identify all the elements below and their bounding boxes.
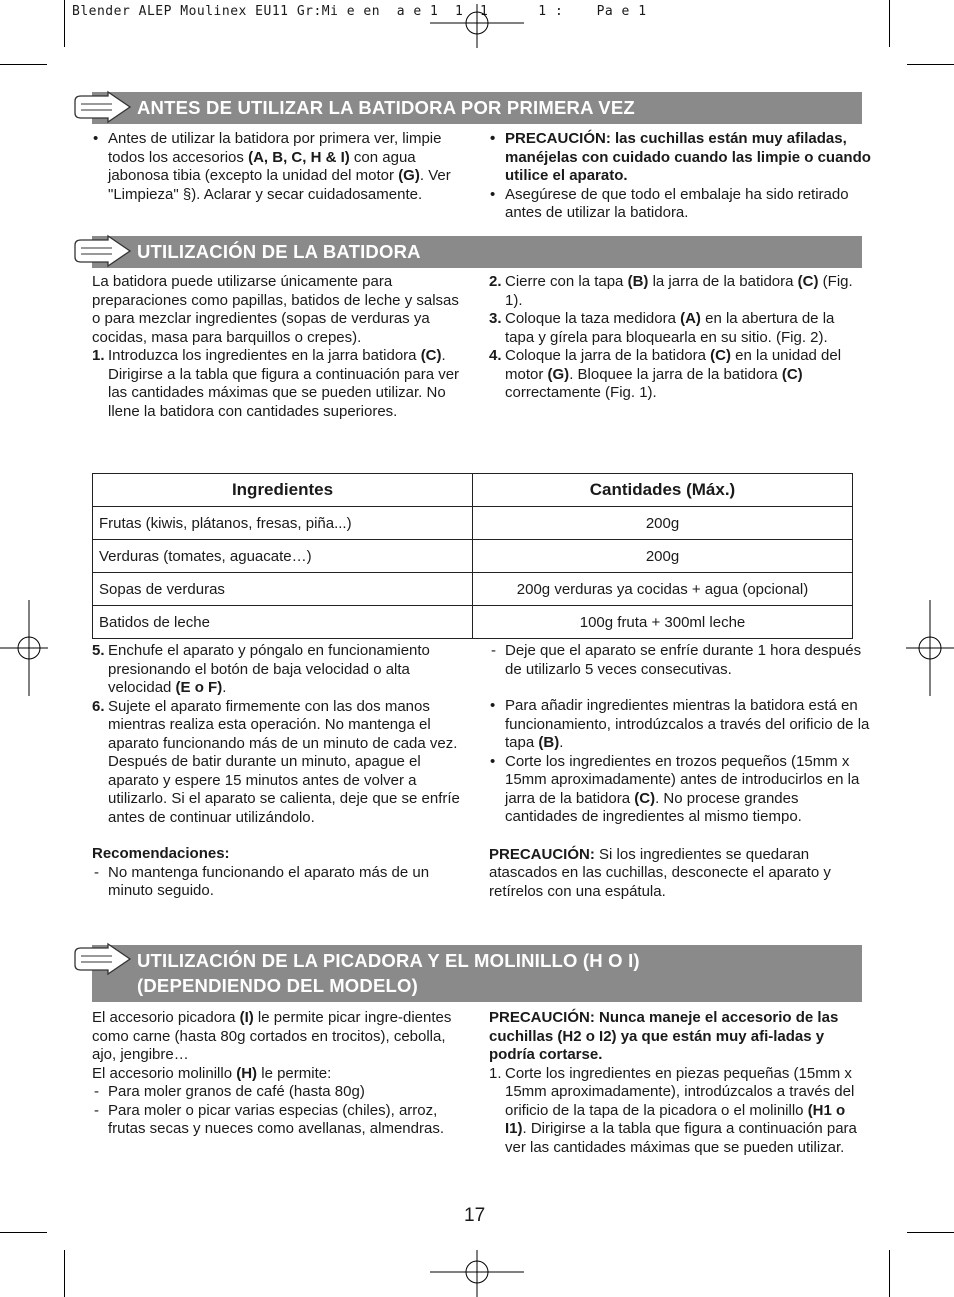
step-item: 1. Corte los ingredientes en piezas pequeñas (15mm x 15mm aproximadamente), introdúzcalos a través del orificio de la tapa de la picadora o el molinillo (H1 o I1). Dirigirse a la tabla que figura a continuación para ver las cantidades máximas que se pueden utilizar.	[489, 1064, 857, 1156]
chopper-left-column	[92, 1009, 460, 1139]
registration-mark-bottom-icon	[430, 1250, 524, 1297]
crop-mark-tr-h	[907, 64, 954, 65]
header-ingredients: Ingredientes	[93, 474, 473, 507]
list-item: - Para moler o picar varias especias (chiles), arroz, frutas secas y nueces como avellanas, almendras.	[92, 1102, 460, 1139]
header-quantities: Cantidades (Máx.)	[473, 474, 853, 507]
quantity-cell: 200g	[473, 540, 853, 573]
section-title: UTILIZACIÓN DE LA PICADORA Y EL MOLINILLO (H O I)	[137, 950, 640, 971]
list-item: • Asegúrese de que todo el embalaje ha sido retirado antes de utilizar la batidora.	[489, 186, 874, 223]
step-item: 3. Coloque la taza medidora (A) en la abertura de la tapa y gírela para bloquearla en su sitio. (Fig. 2).	[489, 310, 835, 346]
recommendation-item: - Deje que el aparato se enfríe durante 1 hora después de utilizarlo 5 veces consecutivas.	[489, 642, 874, 679]
recommendation-item: - No mantenga funcionando el aparato más de un minuto seguido.	[92, 864, 464, 901]
crop-mark-tr-v	[889, 0, 890, 47]
first-use-right-column	[489, 130, 874, 223]
operation-left-column	[92, 642, 464, 901]
ingredient-cell: Frutas (kiwis, plátanos, fresas, piña...)	[93, 507, 473, 540]
blender-use-right-column	[489, 273, 864, 403]
section-heading-chopper-mill	[92, 945, 862, 1002]
step-item: 2. Cierre con la tapa (B) la jarra de la batidora (C) (Fig. 1).	[489, 273, 853, 309]
quantity-cell: 100g fruta + 300ml leche	[473, 606, 853, 639]
step-item: 6. Sujete el aparato firmemente con las dos manos mientras realiza esta operación. No mantenga el aparato funcionando más de un minuto de cada vez. Después de batir durante un minuto, apague el aparato y espere 15 minutos antes de volver a utilizarlo. Si el aparato se calienta, deje que se enfríe antes de continuar utilizándolo.	[92, 697, 460, 826]
list-item: • Corte los ingredientes en trozos pequeños (15mm x 15mm aproximadamente) antes de introducirlos en la jarra de la batidora (C). No procese grandes cantidades de ingredientes al mismo tiempo.	[489, 753, 874, 827]
table-row	[93, 507, 853, 540]
quantities-table	[92, 473, 853, 639]
registration-mark-top-icon	[430, 4, 524, 48]
quantity-cell: 200g verduras ya cocidas + agua (opcional)	[473, 573, 853, 606]
page-number: 17	[464, 1205, 486, 1226]
pointing-arrow-icon	[72, 234, 134, 268]
step-item: 4. Coloque la jarra de la batidora (C) en la unidad del motor (G). Bloquee la jarra de la batidora (C) correctamente (Fig. 1).	[489, 347, 842, 401]
operation-right-column	[489, 642, 874, 901]
paragraph: El accesorio molinillo (H) le permite:	[92, 1064, 332, 1082]
blender-use-left-column	[92, 273, 464, 421]
pointing-arrow-icon	[72, 942, 134, 976]
section-heading-blender-use	[92, 236, 862, 268]
crop-mark-br-h	[907, 1232, 954, 1233]
first-use-left-column	[92, 130, 472, 204]
intro-paragraph: La batidora puede utilizarse únicamente para preparaciones como papillas, batidos de leche y salsas o para mezclar ingredientes (sopas de verduras ya cocidas, masa para barquillos o crepes).	[92, 273, 459, 346]
printer-slug: Blender ALEP Moulinex EU11 Gr:Mi e en a e 1 1 1 1 : Pa e 1	[72, 4, 647, 19]
registration-mark-left-icon	[0, 600, 48, 696]
caution-paragraph: PRECAUCIÓN: Nunca maneje el accesorio de las cuchillas (H2 o I2) ya que están muy afi-ladas y podría cortarse.	[489, 1009, 839, 1063]
chopper-right-column	[489, 1009, 864, 1157]
table-row	[93, 540, 853, 573]
list-item: • Para añadir ingredientes mientras la batidora está en funcionamiento, introdúzcalos a través del orificio de la tapa (B).	[489, 697, 874, 753]
ingredient-cell: Batidos de leche	[93, 606, 473, 639]
pointing-arrow-icon	[72, 90, 134, 124]
section-title: ANTES DE UTILIZAR LA BATIDORA POR PRIMERA VEZ	[137, 97, 635, 118]
caution-paragraph: PRECAUCIÓN: Si los ingredientes se quedaran atascados en las cuchillas, desconecte el aparato y retírelos con una espátula.	[489, 845, 831, 900]
recommendations-heading: Recomendaciones:	[92, 845, 230, 862]
crop-mark-br-v	[889, 1250, 890, 1297]
caution-item: • PRECAUCIÓN: las cuchillas están muy afiladas, manéjelas con cuidado cuando las limpie o cuando utilice el aparato.	[489, 130, 874, 186]
step-item: 1. Introduzca los ingredientes en la jarra batidora (C). Dirigirse a la tabla que figura a continuación para ver las cantidades máximas que se pueden utilizar. No llene la batidora con cantidades superiores.	[92, 347, 460, 420]
list-item: - Para moler granos de café (hasta 80g)	[92, 1083, 460, 1102]
paragraph: El accesorio picadora (I) le permite picar ingre-dientes como carne (hasta 80g cortados en trocitos), cebolla, ajo, jengibre…	[92, 1009, 452, 1063]
list-item: • Antes de utilizar la batidora por primera ver, limpie todos los accesorios (A, B, C, H & I) con agua jabonosa tibia (excepto la unidad del motor (G). Ver "Limpieza" §). Aclarar y secar cuidadosamente.	[92, 130, 472, 204]
section-heading-first-use	[92, 92, 862, 124]
section-title: UTILIZACIÓN DE LA BATIDORA	[137, 241, 421, 262]
step-item: 5. Enchufe el aparato y póngalo en funcionamiento presionando el botón de baja velocidad o alta velocidad (E o F).	[92, 642, 430, 696]
ingredient-cell: Verduras (tomates, aguacate…)	[93, 540, 473, 573]
table-row	[93, 606, 853, 639]
ingredient-cell: Sopas de verduras	[93, 573, 473, 606]
table-header-row	[93, 474, 853, 507]
quantity-cell: 200g	[473, 507, 853, 540]
table-row	[93, 573, 853, 606]
crop-mark-tl-h	[0, 64, 47, 65]
crop-mark-bl-v	[64, 1250, 65, 1297]
section-subtitle: (DEPENDIENDO DEL MODELO)	[137, 975, 418, 996]
crop-mark-tl-v	[64, 0, 65, 47]
registration-mark-right-icon	[906, 600, 954, 696]
crop-mark-bl-h	[0, 1232, 47, 1233]
